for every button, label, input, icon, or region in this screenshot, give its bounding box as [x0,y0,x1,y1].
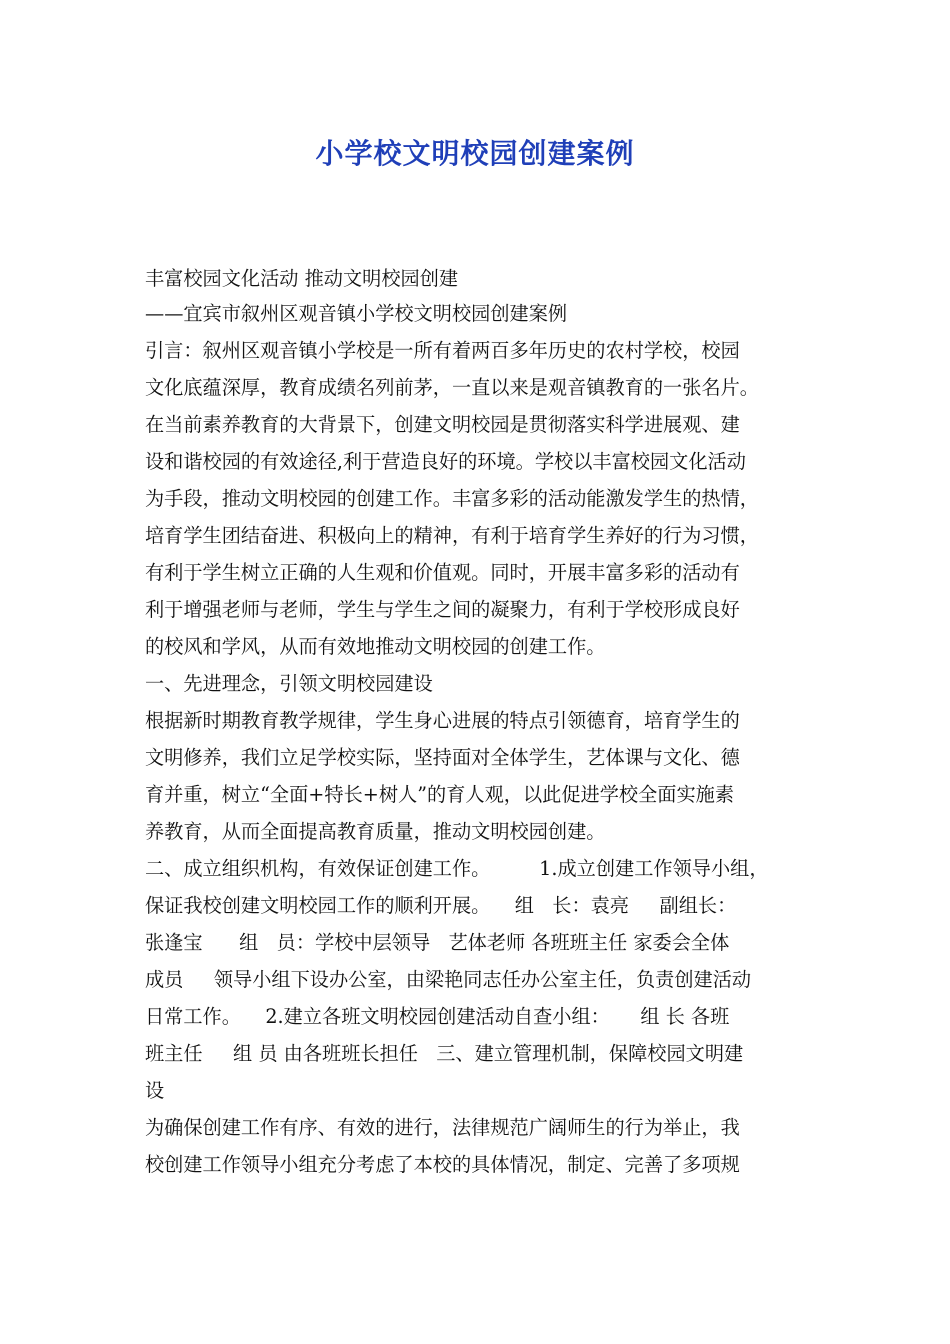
paragraph-line: 利于增强老师与老师，学生与学生之间的凝聚力，有利于学校形成良好 [145,597,740,621]
document-title: 小学校文明校园创建案例 [315,137,635,170]
paragraph-line: 成员 领导小组下设办公室，由梁艳同志任办公室主任，负责创建活动 [145,967,752,991]
paragraph-line: 设 [145,1078,165,1102]
paragraph-line: 文化底蕴深厚，教育成绩名列前茅，一直以来是观音镇教育的一张名片。 [145,375,759,399]
paragraph-line: 培育学生团结奋进、积极向上的精神，有利于培育学生养好的行为习惯， [145,523,759,547]
paragraph-line: 设和谐校园的有效途径,利于营造良好的环境。学校以丰富校园文化活动 [145,449,746,473]
paragraph-line: 文明修养，我们立足学校实际，坚持面对全体学生，艺体课与文化、德 [145,745,740,769]
paragraph-line: 校创建工作领导小组充分考虑了本校的具体情况，制定、完善了多项规 [145,1152,740,1176]
paragraph-line: 日常工作。 2.建立各班文明校园创建活动自查小组： 组 长 各班 [145,1004,730,1028]
paragraph-line: 在当前素养教育的大背景下，创建文明校园是贯彻落实科学进展观、建 [145,412,740,436]
paragraph-line: 根据新时期教育教学规律，学生身心进展的特点引领德育，培育学生的 [145,708,740,732]
subtitle-line: 丰富校园文化活动 推动文明校园创建 [145,267,459,290]
paragraph-line: 班主任 组 员 由各班班长担任 三、建立管理机制，保障校园文明建 [145,1041,744,1065]
paragraph-line: 育并重，树立“全面+特长+树人”的育人观，以此促进学校全面实施素 [145,782,735,806]
paragraph-line: 为确保创建工作有序、有效的进行，法律规范广阔师生的行为举止，我 [145,1115,740,1139]
paragraph-line: 保证我校创建文明校园工作的顺利开展。 组 长：袁亮 副组长： [145,893,737,917]
section-heading: 一、先进理念，引领文明校园建设 [145,671,433,695]
paragraph-line: 为手段，推动文明校园的创建工作。丰富多彩的活动能激发学生的热情， [145,486,759,510]
paragraph-line: 的校风和学风，从而有效地推动文明校园的创建工作。 [145,634,606,658]
paragraph-line: 张逢宝 组 员：学校中层领导 艺体老师 各班班主任 家委会全体 [145,930,730,954]
paragraph-line: 有利于学生树立正确的人生观和价值观。同时，开展丰富多彩的活动有 [145,560,740,584]
paragraph-line: 二、成立组织机构，有效保证创建工作。 1.成立创建工作领导小组， [145,856,769,880]
document-body [145,262,815,1183]
paragraph-line: 引言：叙州区观音镇小学校是一所有着两百多年历史的农村学校，校园 [145,338,740,362]
paragraph-line: 养教育，从而全面提高教育质量，推动文明校园创建。 [145,819,606,843]
subtitle-case-line: ——宜宾市叙州区观音镇小学校文明校园创建案例 [145,301,568,325]
